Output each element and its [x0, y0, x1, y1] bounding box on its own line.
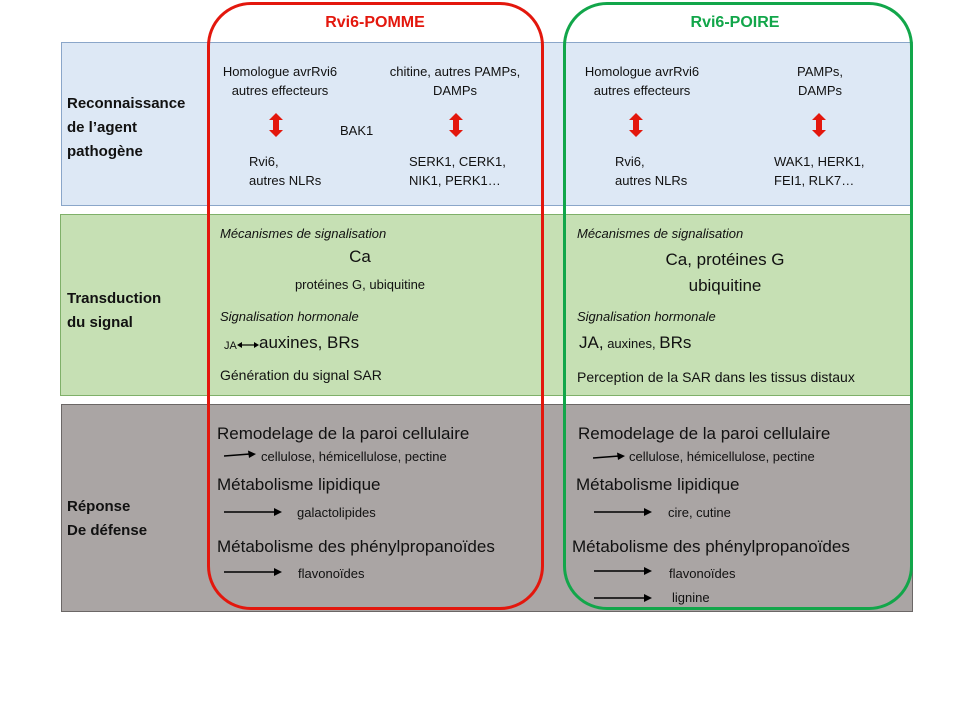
pear-left-double-arrow-icon [628, 113, 644, 137]
pear-phenyl-title: Métabolisme des phénylpropanoïdes [572, 537, 850, 556]
pear-wall-target: cellulose, hémicellulose, pectine [629, 449, 815, 464]
apple-lipid-title: Métabolisme lipidique [217, 475, 381, 494]
apple-phenyl-target: flavonoïdes [298, 566, 365, 581]
pear-wall-title: Remodelage de la paroi cellulaire [578, 424, 831, 443]
pear-phenyl-target-2: lignine [672, 590, 710, 605]
row-label-transduction: Transduction du signal [67, 290, 162, 331]
apple-phenyl-title: Métabolisme des phénylpropanoïdes [217, 537, 495, 556]
apple-sar-text: Génération du signal SAR [220, 367, 382, 383]
apple-ja-double-arrow-icon [237, 340, 259, 350]
apple-lipid-arrow-icon [224, 506, 282, 518]
pear-phenyl-target-1: flavonoïdes [669, 566, 736, 581]
column-title-pear: Rvi6-POIRE [690, 14, 780, 31]
pear-mech-heading: Mécanismes de signalisation [577, 226, 744, 241]
apple-wall-arrow-icon [224, 449, 256, 461]
pear-receptors-text: WAK1, HERK1, FEI1, RLK7… [774, 154, 865, 188]
pear-lipid-target: cire, cutine [668, 505, 731, 520]
apple-right-double-arrow-icon [448, 113, 464, 137]
pear-hormone-aux: auxines, [607, 336, 656, 351]
pear-phenyl-arrow-2-icon [594, 592, 652, 604]
pear-lipid-title: Métabolisme lipidique [576, 475, 740, 494]
apple-mech-main: Ca [349, 247, 371, 266]
apple-wall-title: Remodelage de la paroi cellulaire [217, 424, 470, 443]
pear-effectors-text: Homologue avrRvi6 autres effecteurs [584, 64, 700, 98]
apple-pamps-text: chitine, autres PAMPs, DAMPs [389, 64, 521, 98]
apple-receptors-text: SERK1, CERK1, NIK1, PERK1… [409, 154, 506, 188]
apple-wall-target: cellulose, hémicellulose, pectine [261, 449, 447, 464]
apple-hormone-rest: auxines, BRs [259, 333, 360, 352]
pear-hormone-ja: JA, [579, 333, 604, 352]
pear-hormone-line [579, 333, 691, 353]
pear-nlrs-text: Rvi6, autres NLRs [615, 154, 688, 188]
pear-lipid-arrow-icon [594, 506, 652, 518]
pear-right-double-arrow-icon [811, 113, 827, 137]
apple-left-double-arrow-icon [268, 113, 284, 137]
apple-lipid-target: galactolipides [297, 505, 376, 520]
apple-bak1-text: BAK1 [340, 123, 374, 138]
pear-pamps-text: PAMPs, DAMPs [797, 64, 843, 98]
pear-phenyl-arrow-1-icon [594, 565, 652, 577]
apple-hormone-heading: Signalisation hormonale [220, 309, 359, 324]
apple-effectors-text: Homologue avrRvi6 autres effecteurs [222, 64, 338, 98]
row-label-recognition: Reconnaissance de l’agent pathogène [67, 95, 186, 160]
apple-nlrs-text: Rvi6, autres NLRs [249, 154, 322, 188]
pear-hormone-heading: Signalisation hormonale [577, 309, 716, 324]
apple-hormone-ja: JA [224, 340, 237, 352]
apple-mech-sub: protéines G, ubiquitine [294, 277, 426, 292]
row-label-defense: Réponse De défense [67, 498, 148, 539]
column-title-apple: Rvi6-POMME [325, 14, 425, 31]
pear-sar-text: Perception de la SAR dans les tissus distaux [577, 369, 855, 385]
pear-mech-lines: Ca, protéines G ubiquitine [665, 250, 785, 295]
apple-phenyl-arrow-icon [224, 566, 282, 578]
pear-wall-arrow-icon [593, 451, 625, 463]
pear-hormone-brs: BRs [659, 333, 692, 352]
apple-mech-heading: Mécanismes de signalisation [220, 226, 387, 241]
